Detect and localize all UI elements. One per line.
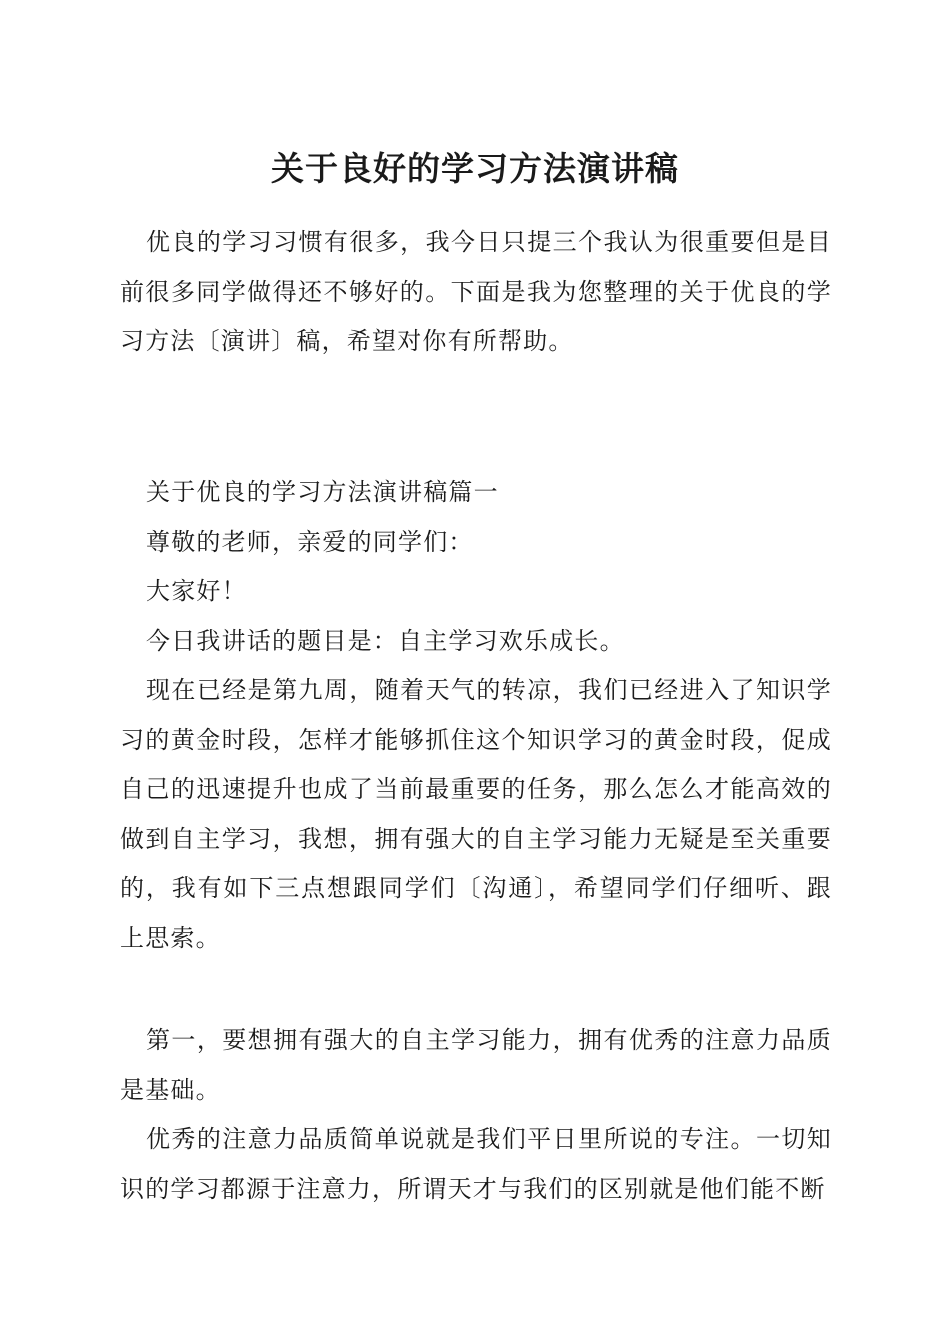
intro-paragraph: 优良的学习习惯有很多，我今日只提三个我认为很重要但是目前很多同学做得还不够好的。下面是我为您整理的关于优良的学习方法〔演讲〕稿，希望对你有所帮助。 bbox=[120, 228, 832, 355]
salutation: 尊敬的老师，亲爱的同学们： bbox=[146, 527, 474, 556]
body-paragraph: 现在已经是第九周，随着天气的转凉，我们已经进入了知识学习的黄金时段，怎样才能够抓住这个知识学习的黄金时段，促成自己的迅速提升也成了当前最重要的任务，那么怎么才能高效的做到自主学习，我想，拥有强大的自主学习能力无疑是至关重要的，我有如下三点想跟同学们〔沟通〕，希望同学们仔细听、跟上思索。 bbox=[120, 676, 832, 952]
intro-block bbox=[120, 218, 832, 367]
points-block bbox=[120, 1016, 832, 1214]
body-paragraph: 优秀的注意力品质简单说就是我们平日里所说的专注。一切知识的学习都源于注意力，所谓天才与我们的区别就是他们能不断 bbox=[120, 1125, 832, 1203]
topic-line: 今日我讲话的题目是：自主学习欢乐成长。 bbox=[146, 626, 625, 655]
point-one: 第一，要想拥有强大的自主学习能力，拥有优秀的注意力品质是基础。 bbox=[120, 1026, 832, 1104]
greeting: 大家好！ bbox=[146, 577, 247, 605]
speech-block bbox=[120, 468, 832, 963]
section-heading: 关于优良的学习方法演讲稿篇一 bbox=[146, 478, 499, 506]
document-title: 关于良好的学习方法演讲稿 bbox=[271, 149, 679, 188]
